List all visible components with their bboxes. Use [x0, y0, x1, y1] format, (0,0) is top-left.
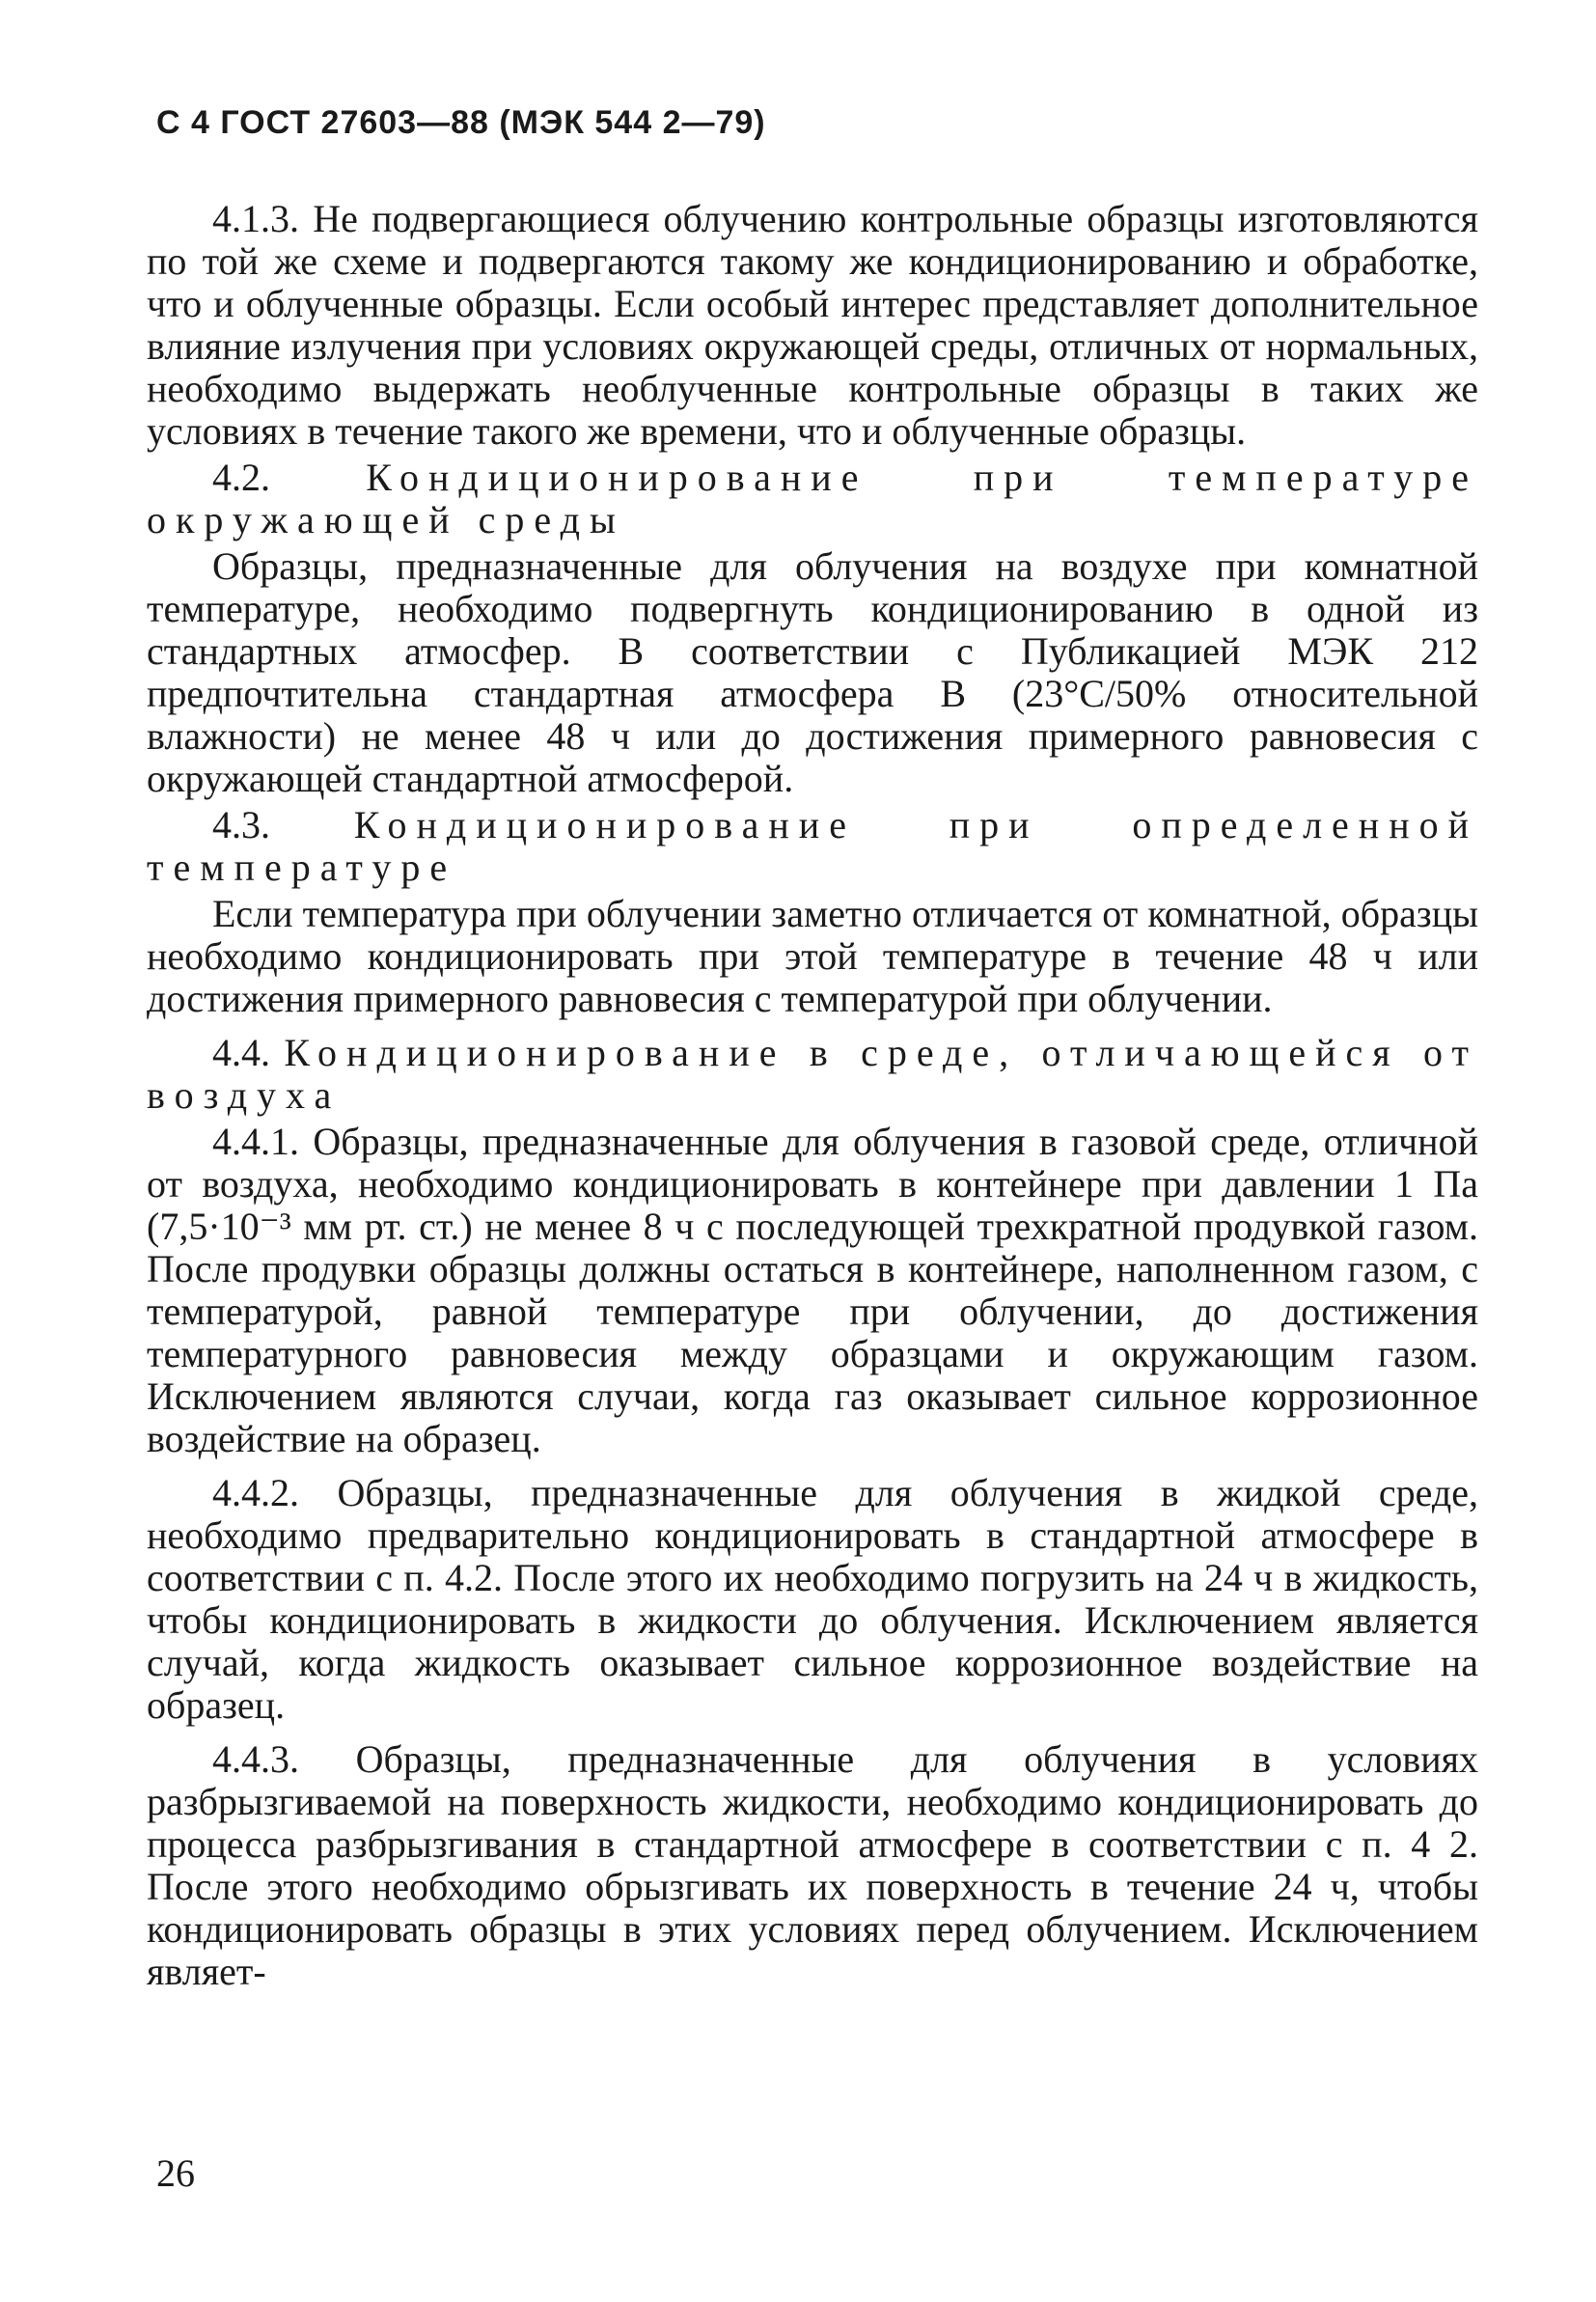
- paragraph-4-1-3: 4.1.3. Не подвергающиеся облучению контрольные образцы изготовляются по той же схеме и подвергаются такому же кондиционированию и обработке, что и облученные образцы. Если особый интерес представляет дополнительное влияние излучения при условиях окружающей среды, отличных от нормальных, необходимо выдержать необлученные контрольные образцы в таких же условиях в течение такого же времени, что и облученные образцы.: [147, 197, 1478, 453]
- paragraph-4-4-2: 4.4.2. Образцы, предназначенные для облучения в жидкой среде, необходимо предварительно кондиционировать в стандартной атмосфере в соответствии с п. 4.2. После этого их необходимо погрузить на 24 ч в жидкость, чтобы кондиционировать в жидкости до облучения. Исключением является случай, когда жидкость оказывает сильное коррозионное воздействие на образец.: [147, 1471, 1478, 1727]
- paragraph-4-4-1: 4.4.1. Образцы, предназначенные для облучения в газовой среде, отличной от воздуха, необходимо кондиционировать в контейнере при давлении 1 Па (7,5·10⁻³ мм рт. ст.) не менее 8 ч с последующей трехкратной продувкой газом. После продувки образцы должны остаться в контейнере, наполненном газом, с температурой, равной температуре при облучении, до достижения температурного равновесия между образцами и окружающим газом. Исключением являются случаи, когда газ оказывает сильное коррозионное воздействие на образец.: [147, 1120, 1478, 1460]
- section-heading-4-3: [147, 804, 1478, 889]
- section-number: 4.3.: [212, 803, 270, 846]
- paragraph-4-3: Если температура при облучении заметно отличается от комнатной, образцы необходимо кондиционировать при этой температуре в течение 48 ч или достижения примерного равновесия с температурой при облучении.: [147, 892, 1478, 1020]
- section-number: 4.4.: [212, 1031, 270, 1074]
- section-title: Кондиционирование при определенной температуре: [147, 803, 1479, 889]
- section-title: Кондиционирование в среде, отличающейся от воздуха: [147, 1031, 1478, 1117]
- section-title: Кондиционирование при температуре окружающей среды: [147, 456, 1478, 541]
- paragraph-4-4-3: 4.4.3. Образцы, предназначенные для облучения в условиях разбрызгиваемой на поверхность жидкости, необходимо кондиционировать до процесса разбрызгивания в стандартной атмосфере в соответствии с п. 4 2. После этого необходимо обрызгивать их поверхность в течение 24 ч, чтобы кондиционировать образцы в этих условиях перед облучением. Исключением являет-: [147, 1737, 1478, 1993]
- page-number: 26: [156, 2151, 195, 2195]
- section-heading-4-4: [147, 1032, 1478, 1117]
- section-number: 4.2.: [212, 456, 270, 499]
- section-heading-4-2: [147, 457, 1478, 541]
- document-body: [147, 198, 1478, 1993]
- running-header: С 4 ГОСТ 27603—88 (МЭК 544 2—79): [156, 104, 766, 141]
- paragraph-4-2: Образцы, предназначенные для облучения на воздухе при комнатной температуре, необходимо подвергнуть кондиционированию в одной из стандартных атмосфер. В соответствии с Публикацией МЭК 212 предпочтительна стандартная атмосфера В (23°С/50% относительной влажности) не менее 48 ч или до достижения примерного равновесия с окружающей стандартной атмосферой.: [147, 544, 1478, 800]
